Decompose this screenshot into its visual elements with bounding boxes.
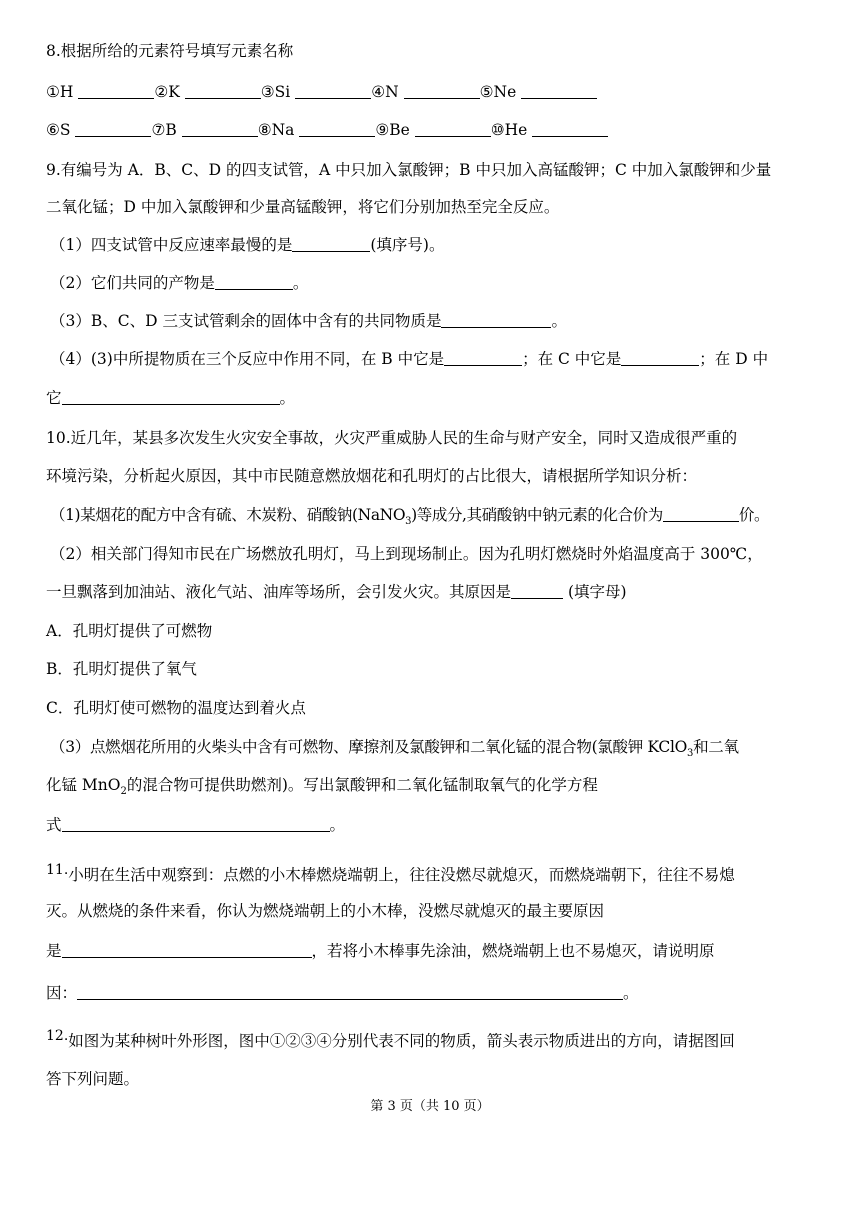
answer-blank[interactable]	[62, 816, 330, 832]
answer-blank[interactable]	[292, 236, 370, 252]
answer-blank[interactable]	[511, 583, 563, 599]
answer-blank[interactable]	[663, 506, 739, 522]
q10-stem-line1: 10.近几年，某县多次发生火灾安全事故，火灾严重威胁人民的生命与财产安全，同时又造成很严重的	[46, 429, 738, 447]
q10-option-a: A．孔明灯提供了可燃物	[46, 622, 213, 640]
q8-row2: ⑥S ⑦B ⑧Na ⑨Be ⑩He	[46, 120, 608, 140]
q8-row1: ①H ②K ③Si ④N ⑤Ne	[46, 82, 597, 102]
q9-stem-line2: 二氧化锰；D 中加入氯酸钾和少量高锰酸钾，将它们分别加热至完全反应。	[46, 198, 560, 216]
answer-blank[interactable]	[77, 984, 623, 1000]
q9-stem-line1: 9.有编号为 A．B、C、D 的四支试管，A 中只加入氯酸钾；B 中只加入高锰酸钾；C 中加入氯酸钾和少量	[46, 161, 772, 179]
answer-blank[interactable]	[621, 350, 699, 366]
q9-part4-cont: 它 。	[46, 389, 296, 407]
q10-part3: （3）点燃烟花所用的火柴头中含有可燃物、摩擦剂及氯酸钾和二氧化锰的混合物(氯酸钾 KClO$_3$和二氧	[50, 738, 739, 760]
q9-part2: （2）它们共同的产物是 。	[50, 274, 309, 292]
q11-answer-explain: 因： 。	[46, 984, 639, 1002]
q12-stem-line1: 12.如图为某种树叶外形图，图中①②③④分别代表不同的物质，箭头表示物质进出的方向，请据图回	[46, 1028, 735, 1050]
answer-blank[interactable]	[441, 312, 551, 328]
q10-part3-equation: 式 。	[46, 816, 346, 834]
answer-blank[interactable]	[404, 83, 480, 99]
q10-part2-cont: 一旦飘落到加油站、液化气站、油库等场所，会引发火灾。其原因是 (填字母)	[46, 583, 627, 601]
answer-blank[interactable]	[299, 121, 375, 137]
q10-option-c: C．孔明灯使可燃物的温度达到着火点	[46, 699, 306, 717]
answer-blank[interactable]	[415, 121, 491, 137]
answer-blank[interactable]	[62, 942, 312, 958]
q12-stem-line2: 答下列问题。	[46, 1070, 140, 1088]
answer-blank[interactable]	[182, 121, 258, 137]
answer-blank[interactable]	[532, 121, 608, 137]
answer-blank[interactable]	[62, 389, 280, 405]
q11-stem-line1: 11.小明在生活中观察到：点燃的小木棒燃烧端朝上，往往没燃尽就熄灭，而燃烧端朝下，往往不易熄	[46, 862, 735, 884]
answer-blank[interactable]	[185, 83, 261, 99]
q10-part3-cont: 化锰 MnO$_2$的混合物可提供助燃剂)。写出氯酸钾和二氧化锰制取氧气的化学方程	[46, 776, 598, 798]
answer-blank[interactable]	[295, 83, 371, 99]
answer-blank[interactable]	[78, 83, 154, 99]
answer-blank[interactable]	[444, 350, 522, 366]
answer-blank[interactable]	[75, 121, 151, 137]
q11-answer-reason: 是 ，若将小木棒事先涂油，燃烧端朝上也不易熄灭，请说明原	[46, 942, 715, 960]
q10-part1: （1)某烟花的配方中含有硫、木炭粉、硝酸钠(NaNO$_3$)等成分,其硝酸钠中钠元素的化合价为 价。	[50, 506, 770, 528]
answer-blank[interactable]	[521, 83, 597, 99]
q10-stem-line2: 环境污染，分析起火原因，其中市民随意燃放烟花和孔明灯的占比很大，请根据所学知识分析：	[46, 467, 698, 485]
page-footer: 第 3 页（共 10 页）	[370, 1099, 490, 1114]
q9-part1: （1）四支试管中反应速率最慢的是 (填序号)。	[50, 236, 445, 254]
answer-blank[interactable]	[215, 274, 293, 290]
q11-stem-line2: 灭。从燃烧的条件来看，你认为燃烧端朝上的小木棒，没燃尽就熄灭的最主要原因	[46, 902, 605, 920]
q9-part4: （4）(3)中所提物质在三个反应中作用不同，在 B 中它是 ；在 C 中它是 ；在 D 中	[50, 350, 769, 368]
q10-option-b: B．孔明灯提供了氧气	[46, 660, 197, 678]
q8-title: 8.根据所给的元素符号填写元素名称	[46, 42, 294, 60]
q9-part3: （3）B、C、D 三支试管剩余的固体中含有的共同物质是 。	[50, 312, 567, 330]
q10-part2: （2）相关部门得知市民在广场燃放孔明灯，马上到现场制止。因为孔明灯燃烧时外焰温度高于 300℃，	[50, 545, 763, 563]
